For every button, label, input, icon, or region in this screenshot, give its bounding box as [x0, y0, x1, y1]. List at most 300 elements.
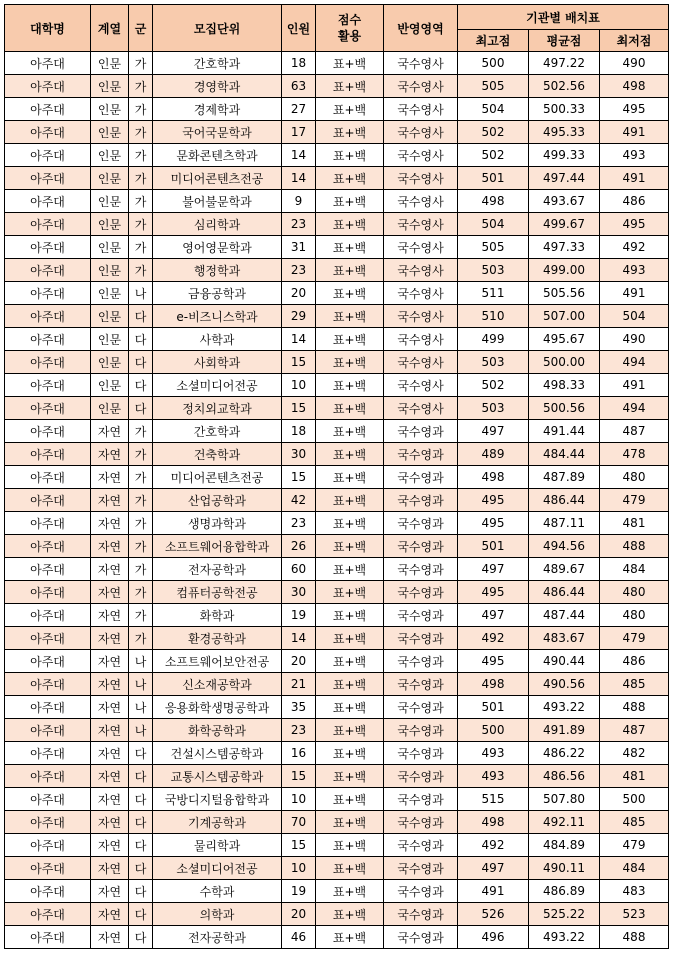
- table-row: [5, 742, 669, 765]
- reflected-cell: 국수영사: [384, 52, 458, 75]
- table-row: [5, 834, 669, 857]
- score-use-cell: 표+백: [316, 167, 384, 190]
- reflected-cell: 국수영사: [384, 305, 458, 328]
- max-cell: 511: [458, 282, 529, 305]
- min-cell: 481: [600, 512, 669, 535]
- avg-cell: 489.67: [529, 558, 600, 581]
- group-cell: 가: [129, 213, 153, 236]
- university-cell: 아주대: [5, 144, 91, 167]
- quota-cell: 18: [282, 420, 316, 443]
- university-cell: 아주대: [5, 52, 91, 75]
- max-cell: 500: [458, 52, 529, 75]
- table-row: [5, 696, 669, 719]
- min-cell: 504: [600, 305, 669, 328]
- avg-cell: 497.33: [529, 236, 600, 259]
- max-cell: 492: [458, 627, 529, 650]
- header-university: 대학명: [5, 5, 91, 52]
- track-cell: 자연: [91, 558, 129, 581]
- quota-cell: 15: [282, 834, 316, 857]
- min-cell: 478: [600, 443, 669, 466]
- table-row: [5, 719, 669, 742]
- unit-cell: 정치외교학과: [153, 397, 282, 420]
- avg-cell: 498.33: [529, 374, 600, 397]
- max-cell: 501: [458, 535, 529, 558]
- score-use-cell: 표+백: [316, 926, 384, 949]
- avg-cell: 486.22: [529, 742, 600, 765]
- university-cell: 아주대: [5, 167, 91, 190]
- max-cell: 505: [458, 236, 529, 259]
- group-cell: 다: [129, 765, 153, 788]
- quota-cell: 70: [282, 811, 316, 834]
- quota-cell: 46: [282, 926, 316, 949]
- quota-cell: 60: [282, 558, 316, 581]
- score-use-cell: 표+백: [316, 213, 384, 236]
- avg-cell: 483.67: [529, 627, 600, 650]
- group-cell: 가: [129, 190, 153, 213]
- avg-cell: 486.89: [529, 880, 600, 903]
- table-row: [5, 926, 669, 949]
- unit-cell: 환경공학과: [153, 627, 282, 650]
- quota-cell: 18: [282, 52, 316, 75]
- unit-cell: 행정학과: [153, 259, 282, 282]
- table-row: [5, 328, 669, 351]
- quota-cell: 15: [282, 765, 316, 788]
- min-cell: 487: [600, 420, 669, 443]
- unit-cell: 화학과: [153, 604, 282, 627]
- score-use-cell: 표+백: [316, 512, 384, 535]
- university-cell: 아주대: [5, 788, 91, 811]
- reflected-cell: 국수영사: [384, 167, 458, 190]
- quota-cell: 27: [282, 98, 316, 121]
- reflected-cell: 국수영과: [384, 581, 458, 604]
- table-row: [5, 75, 669, 98]
- min-cell: 491: [600, 374, 669, 397]
- track-cell: 자연: [91, 512, 129, 535]
- quota-cell: 35: [282, 696, 316, 719]
- min-cell: 490: [600, 328, 669, 351]
- avg-cell: 497.44: [529, 167, 600, 190]
- score-use-cell: 표+백: [316, 282, 384, 305]
- track-cell: 인문: [91, 98, 129, 121]
- track-cell: 인문: [91, 167, 129, 190]
- quota-cell: 20: [282, 650, 316, 673]
- quota-cell: 16: [282, 742, 316, 765]
- min-cell: 479: [600, 489, 669, 512]
- group-cell: 다: [129, 788, 153, 811]
- max-cell: 503: [458, 397, 529, 420]
- quota-cell: 14: [282, 328, 316, 351]
- score-use-cell: 표+백: [316, 374, 384, 397]
- min-cell: 490: [600, 52, 669, 75]
- max-cell: 503: [458, 259, 529, 282]
- score-use-cell: 표+백: [316, 144, 384, 167]
- table-body: [5, 52, 669, 949]
- avg-cell: 491.89: [529, 719, 600, 742]
- reflected-cell: 국수영사: [384, 282, 458, 305]
- group-cell: 나: [129, 719, 153, 742]
- score-use-cell: 표+백: [316, 788, 384, 811]
- university-cell: 아주대: [5, 581, 91, 604]
- avg-cell: 507.80: [529, 788, 600, 811]
- avg-cell: 495.67: [529, 328, 600, 351]
- min-cell: 523: [600, 903, 669, 926]
- university-cell: 아주대: [5, 650, 91, 673]
- unit-cell: 수학과: [153, 880, 282, 903]
- score-use-cell: 표+백: [316, 190, 384, 213]
- group-cell: 다: [129, 351, 153, 374]
- reflected-cell: 국수영과: [384, 420, 458, 443]
- header-unit: 모집단위: [153, 5, 282, 52]
- track-cell: 자연: [91, 696, 129, 719]
- track-cell: 자연: [91, 581, 129, 604]
- min-cell: 479: [600, 627, 669, 650]
- avg-cell: 495.33: [529, 121, 600, 144]
- quota-cell: 10: [282, 857, 316, 880]
- unit-cell: 기계공학과: [153, 811, 282, 834]
- table-row: [5, 489, 669, 512]
- track-cell: 인문: [91, 397, 129, 420]
- unit-cell: 불어불문학과: [153, 190, 282, 213]
- reflected-cell: 국수영사: [384, 397, 458, 420]
- avg-cell: 494.56: [529, 535, 600, 558]
- min-cell: 495: [600, 213, 669, 236]
- table-row: [5, 236, 669, 259]
- max-cell: 497: [458, 558, 529, 581]
- unit-cell: 사학과: [153, 328, 282, 351]
- avg-cell: 497.22: [529, 52, 600, 75]
- avg-cell: 507.00: [529, 305, 600, 328]
- max-cell: 497: [458, 857, 529, 880]
- header-avg: 평균점: [529, 30, 600, 52]
- max-cell: 497: [458, 604, 529, 627]
- max-cell: 502: [458, 144, 529, 167]
- track-cell: 자연: [91, 535, 129, 558]
- header-agency-title: 기관별 배치표: [458, 5, 669, 30]
- score-use-cell: 표+백: [316, 765, 384, 788]
- table-row: [5, 581, 669, 604]
- avg-cell: 493.22: [529, 696, 600, 719]
- min-cell: 493: [600, 259, 669, 282]
- group-cell: 나: [129, 650, 153, 673]
- max-cell: 499: [458, 328, 529, 351]
- university-cell: 아주대: [5, 305, 91, 328]
- quota-cell: 30: [282, 581, 316, 604]
- avg-cell: 502.56: [529, 75, 600, 98]
- table-row: [5, 512, 669, 535]
- group-cell: 가: [129, 512, 153, 535]
- max-cell: 489: [458, 443, 529, 466]
- quota-cell: 14: [282, 167, 316, 190]
- group-cell: 가: [129, 144, 153, 167]
- quota-cell: 23: [282, 719, 316, 742]
- min-cell: 480: [600, 581, 669, 604]
- track-cell: 인문: [91, 190, 129, 213]
- group-cell: 다: [129, 880, 153, 903]
- table-row: [5, 259, 669, 282]
- table-row: [5, 627, 669, 650]
- reflected-cell: 국수영과: [384, 719, 458, 742]
- quota-cell: 19: [282, 604, 316, 627]
- avg-cell: 490.44: [529, 650, 600, 673]
- max-cell: 504: [458, 98, 529, 121]
- track-cell: 자연: [91, 857, 129, 880]
- quota-cell: 23: [282, 512, 316, 535]
- score-use-cell: 표+백: [316, 305, 384, 328]
- unit-cell: 미디어콘텐츠전공: [153, 466, 282, 489]
- track-cell: 자연: [91, 489, 129, 512]
- table-row: [5, 765, 669, 788]
- unit-cell: 소프트웨어보안전공: [153, 650, 282, 673]
- score-use-cell: 표+백: [316, 75, 384, 98]
- group-cell: 가: [129, 259, 153, 282]
- track-cell: 인문: [91, 121, 129, 144]
- table-row: [5, 443, 669, 466]
- avg-cell: 491.44: [529, 420, 600, 443]
- min-cell: 485: [600, 811, 669, 834]
- avg-cell: 487.11: [529, 512, 600, 535]
- score-use-cell: 표+백: [316, 98, 384, 121]
- max-cell: 493: [458, 765, 529, 788]
- unit-cell: 소셜미디어전공: [153, 374, 282, 397]
- score-use-cell: 표+백: [316, 857, 384, 880]
- quota-cell: 9: [282, 190, 316, 213]
- table-row: [5, 144, 669, 167]
- quota-cell: 23: [282, 259, 316, 282]
- max-cell: 495: [458, 512, 529, 535]
- unit-cell: 의학과: [153, 903, 282, 926]
- track-cell: 인문: [91, 305, 129, 328]
- avg-cell: 499.67: [529, 213, 600, 236]
- quota-cell: 15: [282, 397, 316, 420]
- header-max: 최고점: [458, 30, 529, 52]
- min-cell: 482: [600, 742, 669, 765]
- min-cell: 483: [600, 880, 669, 903]
- track-cell: 자연: [91, 880, 129, 903]
- max-cell: 496: [458, 926, 529, 949]
- max-cell: 505: [458, 75, 529, 98]
- track-cell: 인문: [91, 259, 129, 282]
- quota-cell: 14: [282, 627, 316, 650]
- university-cell: 아주대: [5, 512, 91, 535]
- min-cell: 484: [600, 558, 669, 581]
- track-cell: 자연: [91, 673, 129, 696]
- score-use-cell: 표+백: [316, 52, 384, 75]
- reflected-cell: 국수영과: [384, 811, 458, 834]
- table-row: [5, 604, 669, 627]
- track-cell: 자연: [91, 443, 129, 466]
- avg-cell: 486.44: [529, 489, 600, 512]
- max-cell: 500: [458, 719, 529, 742]
- unit-cell: 경제학과: [153, 98, 282, 121]
- reflected-cell: 국수영사: [384, 351, 458, 374]
- unit-cell: 컴퓨터공학전공: [153, 581, 282, 604]
- unit-cell: 신소재공학과: [153, 673, 282, 696]
- unit-cell: 국방디지털융합학과: [153, 788, 282, 811]
- reflected-cell: 국수영사: [384, 121, 458, 144]
- avg-cell: 487.89: [529, 466, 600, 489]
- score-use-cell: 표+백: [316, 811, 384, 834]
- reflected-cell: 국수영과: [384, 535, 458, 558]
- quota-cell: 17: [282, 121, 316, 144]
- min-cell: 494: [600, 397, 669, 420]
- group-cell: 가: [129, 627, 153, 650]
- unit-cell: 산업공학과: [153, 489, 282, 512]
- reflected-cell: 국수영사: [384, 374, 458, 397]
- max-cell: 501: [458, 696, 529, 719]
- reflected-cell: 국수영과: [384, 765, 458, 788]
- track-cell: 자연: [91, 742, 129, 765]
- quota-cell: 10: [282, 374, 316, 397]
- group-cell: 가: [129, 604, 153, 627]
- header-track: 계열: [91, 5, 129, 52]
- reflected-cell: 국수영과: [384, 673, 458, 696]
- university-cell: 아주대: [5, 98, 91, 121]
- quota-cell: 15: [282, 466, 316, 489]
- min-cell: 493: [600, 144, 669, 167]
- group-cell: 가: [129, 558, 153, 581]
- track-cell: 자연: [91, 788, 129, 811]
- avg-cell: 493.22: [529, 926, 600, 949]
- reflected-cell: 국수영사: [384, 144, 458, 167]
- table-row: [5, 903, 669, 926]
- group-cell: 가: [129, 535, 153, 558]
- reflected-cell: 국수영과: [384, 627, 458, 650]
- avg-cell: 487.44: [529, 604, 600, 627]
- avg-cell: 492.11: [529, 811, 600, 834]
- university-cell: 아주대: [5, 926, 91, 949]
- score-use-cell: 표+백: [316, 604, 384, 627]
- avg-cell: 484.44: [529, 443, 600, 466]
- reflected-cell: 국수영과: [384, 466, 458, 489]
- header-min: 최저점: [600, 30, 669, 52]
- min-cell: 485: [600, 673, 669, 696]
- university-cell: 아주대: [5, 121, 91, 144]
- group-cell: 가: [129, 420, 153, 443]
- score-use-cell: 표+백: [316, 696, 384, 719]
- university-cell: 아주대: [5, 466, 91, 489]
- avg-cell: 500.33: [529, 98, 600, 121]
- track-cell: 인문: [91, 144, 129, 167]
- min-cell: 491: [600, 121, 669, 144]
- avg-cell: 500.56: [529, 397, 600, 420]
- track-cell: 인문: [91, 328, 129, 351]
- track-cell: 인문: [91, 52, 129, 75]
- max-cell: 515: [458, 788, 529, 811]
- unit-cell: 응용화학생명공학과: [153, 696, 282, 719]
- avg-cell: 499.00: [529, 259, 600, 282]
- group-cell: 나: [129, 282, 153, 305]
- header-quota: 인원: [282, 5, 316, 52]
- group-cell: 가: [129, 75, 153, 98]
- reflected-cell: 국수영과: [384, 880, 458, 903]
- track-cell: 자연: [91, 466, 129, 489]
- max-cell: 491: [458, 880, 529, 903]
- reflected-cell: 국수영과: [384, 834, 458, 857]
- score-use-cell: 표+백: [316, 121, 384, 144]
- table-row: [5, 673, 669, 696]
- group-cell: 다: [129, 926, 153, 949]
- university-cell: 아주대: [5, 857, 91, 880]
- avg-cell: 490.56: [529, 673, 600, 696]
- min-cell: 492: [600, 236, 669, 259]
- score-use-cell: 표+백: [316, 328, 384, 351]
- track-cell: 자연: [91, 834, 129, 857]
- unit-cell: 건설시스템공학과: [153, 742, 282, 765]
- track-cell: 자연: [91, 627, 129, 650]
- quota-cell: 26: [282, 535, 316, 558]
- avg-cell: 500.00: [529, 351, 600, 374]
- score-use-cell: 표+백: [316, 673, 384, 696]
- reflected-cell: 국수영사: [384, 75, 458, 98]
- admission-table: [4, 4, 669, 949]
- unit-cell: 건축학과: [153, 443, 282, 466]
- quota-cell: 21: [282, 673, 316, 696]
- max-cell: 498: [458, 466, 529, 489]
- group-cell: 가: [129, 167, 153, 190]
- reflected-cell: 국수영과: [384, 443, 458, 466]
- unit-cell: 물리학과: [153, 834, 282, 857]
- table-row: [5, 880, 669, 903]
- avg-cell: 486.44: [529, 581, 600, 604]
- unit-cell: 국어국문학과: [153, 121, 282, 144]
- unit-cell: 교통시스템공학과: [153, 765, 282, 788]
- quota-cell: 20: [282, 282, 316, 305]
- max-cell: 502: [458, 374, 529, 397]
- unit-cell: 화학공학과: [153, 719, 282, 742]
- university-cell: 아주대: [5, 489, 91, 512]
- score-use-cell: 표+백: [316, 397, 384, 420]
- score-use-cell: 표+백: [316, 650, 384, 673]
- university-cell: 아주대: [5, 811, 91, 834]
- score-use-cell: 표+백: [316, 236, 384, 259]
- group-cell: 가: [129, 236, 153, 259]
- min-cell: 498: [600, 75, 669, 98]
- min-cell: 484: [600, 857, 669, 880]
- track-cell: 자연: [91, 604, 129, 627]
- unit-cell: 간호학과: [153, 52, 282, 75]
- max-cell: 495: [458, 650, 529, 673]
- group-cell: 가: [129, 121, 153, 144]
- group-cell: 가: [129, 489, 153, 512]
- min-cell: 486: [600, 190, 669, 213]
- reflected-cell: 국수영과: [384, 857, 458, 880]
- reflected-cell: 국수영과: [384, 788, 458, 811]
- min-cell: 491: [600, 167, 669, 190]
- track-cell: 자연: [91, 903, 129, 926]
- group-cell: 다: [129, 328, 153, 351]
- table-row: [5, 420, 669, 443]
- track-cell: 자연: [91, 811, 129, 834]
- reflected-cell: 국수영과: [384, 512, 458, 535]
- university-cell: 아주대: [5, 328, 91, 351]
- table-row: [5, 351, 669, 374]
- score-use-cell: 표+백: [316, 443, 384, 466]
- max-cell: 495: [458, 489, 529, 512]
- unit-cell: 전자공학과: [153, 926, 282, 949]
- unit-cell: e-비즈니스학과: [153, 305, 282, 328]
- reflected-cell: 국수영사: [384, 213, 458, 236]
- avg-cell: 493.67: [529, 190, 600, 213]
- min-cell: 486: [600, 650, 669, 673]
- university-cell: 아주대: [5, 213, 91, 236]
- track-cell: 자연: [91, 765, 129, 788]
- group-cell: 나: [129, 673, 153, 696]
- university-cell: 아주대: [5, 259, 91, 282]
- unit-cell: 전자공학과: [153, 558, 282, 581]
- avg-cell: 505.56: [529, 282, 600, 305]
- unit-cell: 심리학과: [153, 213, 282, 236]
- group-cell: 나: [129, 696, 153, 719]
